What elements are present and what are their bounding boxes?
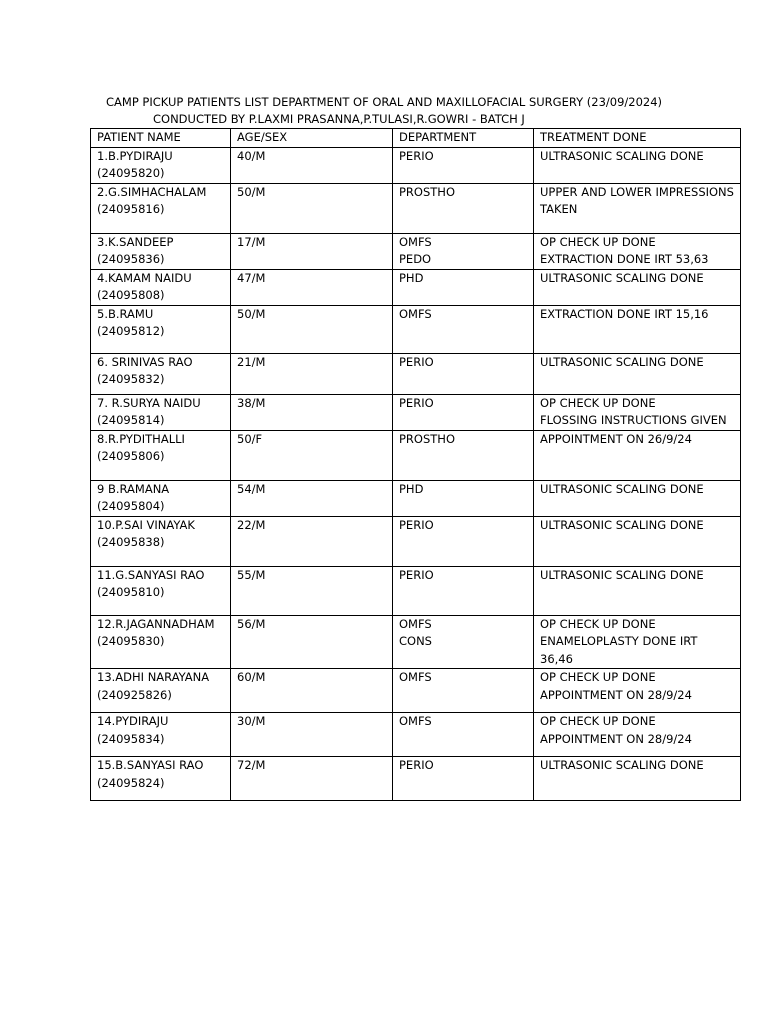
patient-name-cell: 3.K.SANDEEP (24095836): [91, 233, 231, 269]
department-cell: PHD: [393, 269, 534, 305]
patient-name-cell: 13.ADHI NARAYANA (240925826): [91, 669, 231, 713]
age-sex-cell: 60/M: [231, 669, 393, 713]
table-row: [91, 183, 741, 233]
treatment-cell: OP CHECK UP DONE FLOSSING INSTRUCTIONS GIVEN: [534, 394, 741, 430]
treatment-cell: ULTRASONIC SCALING DONE: [534, 480, 741, 516]
department-cell: PROSTHO: [393, 430, 534, 480]
treatment-cell: OP CHECK UP DONE EXTRACTION DONE IRT 53,63: [534, 233, 741, 269]
age-sex-cell: 50/M: [231, 305, 393, 353]
age-sex-cell: 38/M: [231, 394, 393, 430]
treatment-cell: ULTRASONIC SCALING DONE: [534, 757, 741, 801]
header-patient-name: PATIENT NAME: [91, 129, 231, 148]
department-cell: PERIO: [393, 147, 534, 183]
age-sex-cell: 17/M: [231, 233, 393, 269]
patient-name-cell: 10.P.SAI VINAYAK (24095838): [91, 516, 231, 566]
department-cell: OMFS PEDO: [393, 233, 534, 269]
patient-name-cell: 5.B.RAMU (24095812): [91, 305, 231, 353]
patient-name-cell: 7. R.SURYA NAIDU (24095814): [91, 394, 231, 430]
table-row: [91, 480, 741, 516]
patient-name-cell: 14.PYDIRAJU (24095834): [91, 713, 231, 757]
age-sex-cell: 56/M: [231, 615, 393, 669]
patient-name-cell: 8.R.PYDITHALLI (24095806): [91, 430, 231, 480]
patient-name-cell: 11.G.SANYASI RAO (24095810): [91, 566, 231, 615]
department-cell: PERIO: [393, 757, 534, 801]
department-cell: PERIO: [393, 516, 534, 566]
patient-name-cell: 2.G.SIMHACHALAM (24095816): [91, 183, 231, 233]
treatment-cell: ULTRASONIC SCALING DONE: [534, 269, 741, 305]
patient-name-cell: 9 B.RAMANA (24095804): [91, 480, 231, 516]
patient-name-cell: 12.R.JAGANNADHAM (24095830): [91, 615, 231, 669]
age-sex-cell: 47/M: [231, 269, 393, 305]
table-header-row: [91, 129, 741, 148]
treatment-cell: EXTRACTION DONE IRT 15,16: [534, 305, 741, 353]
age-sex-cell: 30/M: [231, 713, 393, 757]
age-sex-cell: 40/M: [231, 147, 393, 183]
department-cell: OMFS: [393, 305, 534, 353]
patient-name-cell: 6. SRINIVAS RAO (24095832): [91, 353, 231, 394]
department-cell: OMFS: [393, 713, 534, 757]
patient-name-cell: 1.B.PYDIRAJU (24095820): [91, 147, 231, 183]
table-row: [91, 305, 741, 353]
treatment-cell: UPPER AND LOWER IMPRESSIONS TAKEN: [534, 183, 741, 233]
table-row: [91, 353, 741, 394]
department-cell: PERIO: [393, 566, 534, 615]
table-row: [91, 615, 741, 669]
table-row: [91, 430, 741, 480]
treatment-cell: OP CHECK UP DONE APPOINTMENT ON 28/9/24: [534, 669, 741, 713]
table-row: [91, 394, 741, 430]
treatment-cell: OP CHECK UP DONE ENAMELOPLASTY DONE IRT 36,46: [534, 615, 741, 669]
age-sex-cell: 54/M: [231, 480, 393, 516]
department-cell: OMFS: [393, 669, 534, 713]
treatment-cell: ULTRASONIC SCALING DONE: [534, 566, 741, 615]
header-treatment-done: TREATMENT DONE: [534, 129, 741, 148]
age-sex-cell: 50/M: [231, 183, 393, 233]
table-row: [91, 713, 741, 757]
age-sex-cell: 21/M: [231, 353, 393, 394]
patient-name-cell: 4.KAMAM NAIDU (24095808): [91, 269, 231, 305]
age-sex-cell: 72/M: [231, 757, 393, 801]
age-sex-cell: 50/F: [231, 430, 393, 480]
treatment-cell: ULTRASONIC SCALING DONE: [534, 353, 741, 394]
document-title: CAMP PICKUP PATIENTS LIST DEPARTMENT OF ORAL AND MAXILLOFACIAL SURGERY (23/09/2024): [106, 95, 663, 109]
department-cell: PERIO: [393, 394, 534, 430]
header-age-sex: AGE/SEX: [231, 129, 393, 148]
age-sex-cell: 55/M: [231, 566, 393, 615]
table-row: [91, 669, 741, 713]
treatment-cell: OP CHECK UP DONE APPOINTMENT ON 28/9/24: [534, 713, 741, 757]
patients-table: [90, 128, 741, 801]
department-cell: PROSTHO: [393, 183, 534, 233]
table-row: [91, 269, 741, 305]
patient-name-cell: 15.B.SANYASI RAO (24095824): [91, 757, 231, 801]
table-row: [91, 147, 741, 183]
table-row: [91, 757, 741, 801]
age-sex-cell: 22/M: [231, 516, 393, 566]
department-cell: PHD: [393, 480, 534, 516]
table-row: [91, 566, 741, 615]
table-row: [91, 233, 741, 269]
treatment-cell: ULTRASONIC SCALING DONE: [534, 516, 741, 566]
treatment-cell: APPOINTMENT ON 26/9/24: [534, 430, 741, 480]
header-department: DEPARTMENT: [393, 129, 534, 148]
department-cell: OMFS CONS: [393, 615, 534, 669]
document-subtitle: CONDUCTED BY P.LAXMI PRASANNA,P.TULASI,R.GOWRI - BATCH J: [153, 112, 525, 126]
department-cell: PERIO: [393, 353, 534, 394]
treatment-cell: ULTRASONIC SCALING DONE: [534, 147, 741, 183]
table-row: [91, 516, 741, 566]
